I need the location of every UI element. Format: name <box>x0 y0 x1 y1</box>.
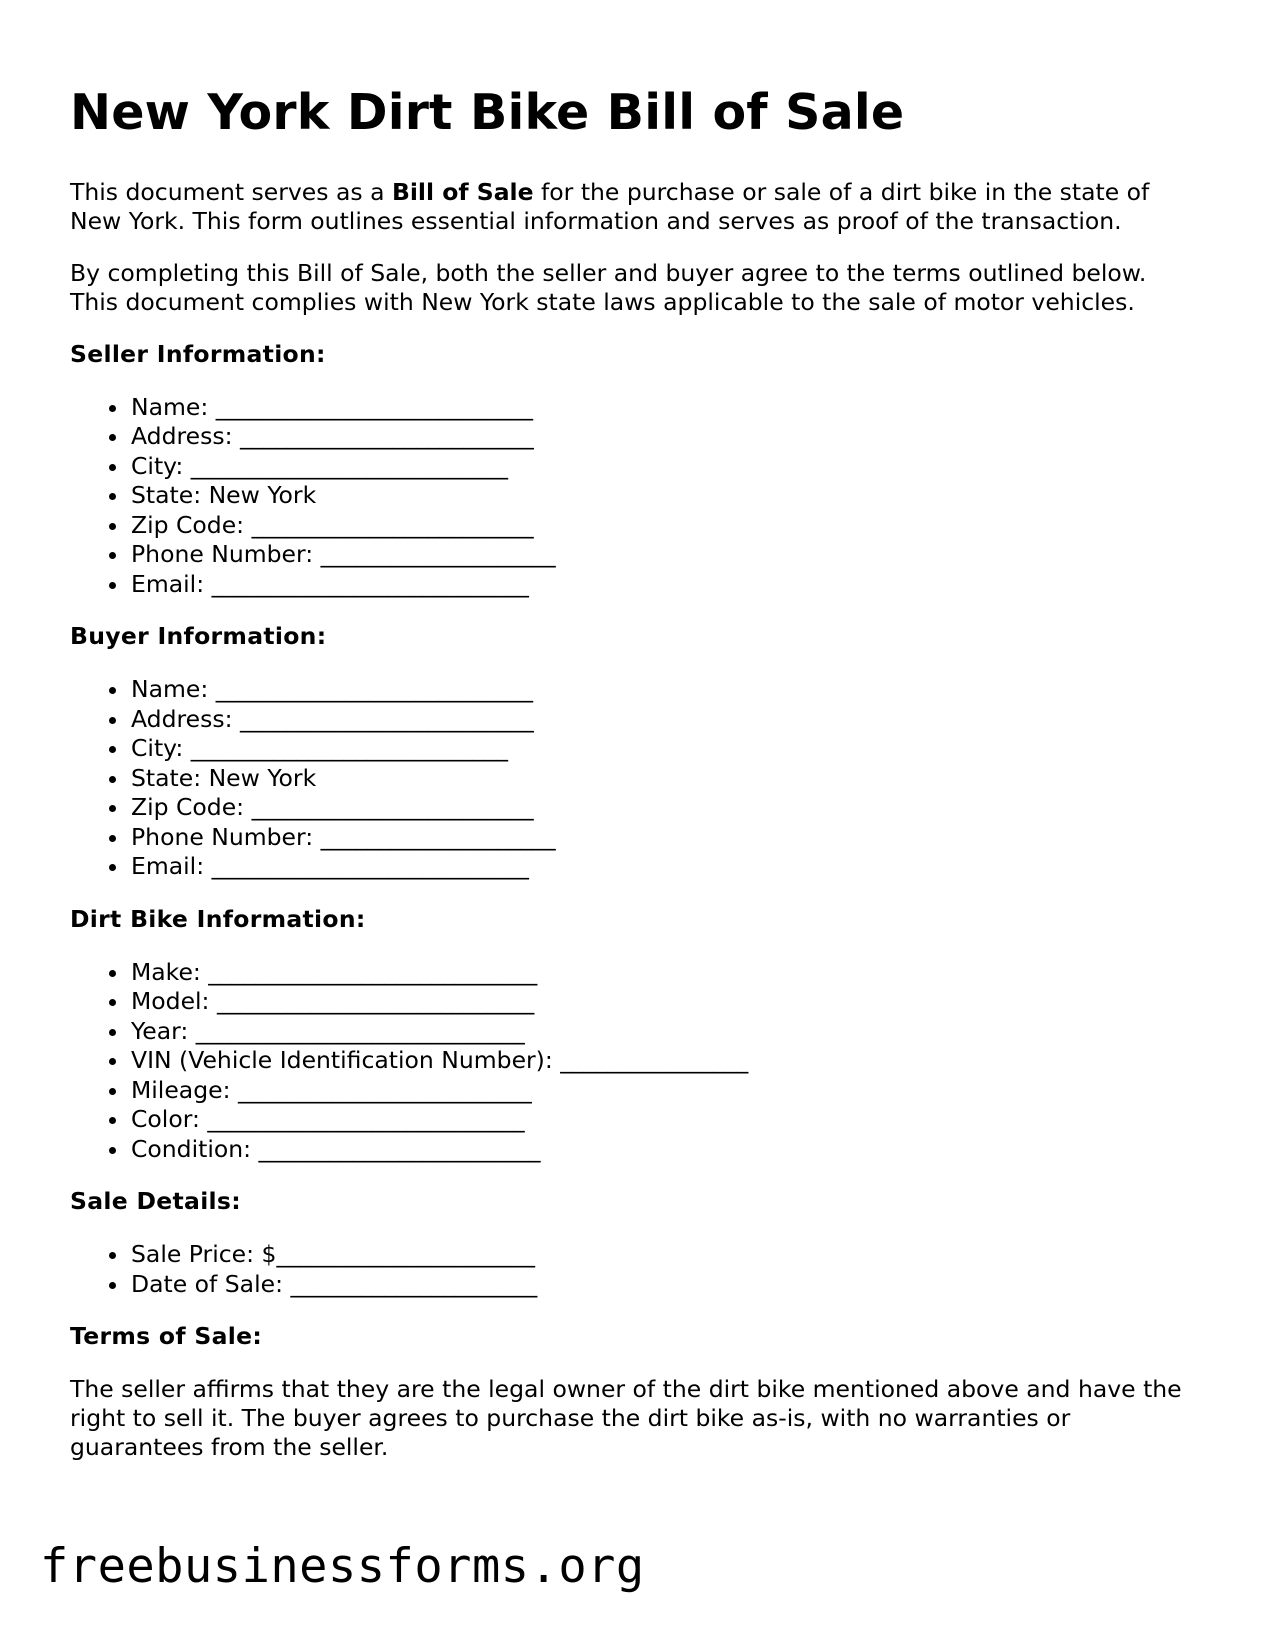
terms-paragraph: The seller affirms that they are the legal owner of the dirt bike mentioned above and have the right to sell it. The buyer agrees to purchase the dirt bike as-is, with no warranties or guarantees from the seller. <box>70 1375 1182 1462</box>
buyer-email-field: Email: ___________________________ <box>131 852 1200 882</box>
document-page <box>70 84 1200 1485</box>
intro-text-before: This document serves as a <box>70 177 392 206</box>
buyer-phone-field: Phone Number: ____________________ <box>131 823 1200 853</box>
seller-address-field: Address: _________________________ <box>131 422 1200 452</box>
buyer-city-field: City: ___________________________ <box>131 734 1200 764</box>
seller-email-field: Email: ___________________________ <box>131 570 1200 600</box>
sale-list <box>70 1240 1200 1299</box>
sale-date-field: Date of Sale: _____________________ <box>131 1270 1200 1300</box>
seller-city-field: City: ___________________________ <box>131 452 1200 482</box>
buyer-name-field: Name: ___________________________ <box>131 675 1200 705</box>
seller-phone-field: Phone Number: ____________________ <box>131 540 1200 570</box>
bike-make-field: Make: ____________________________ <box>131 958 1200 988</box>
bike-model-field: Model: ___________________________ <box>131 987 1200 1017</box>
seller-list <box>70 393 1200 600</box>
buyer-zip-field: Zip Code: ________________________ <box>131 793 1200 823</box>
bike-mileage-field: Mileage: _________________________ <box>131 1076 1200 1106</box>
bike-heading: Dirt Bike Information: <box>70 904 366 933</box>
intro-paragraph <box>70 178 1200 236</box>
bike-color-field: Color: ___________________________ <box>131 1105 1200 1135</box>
agreement-paragraph: By completing this Bill of Sale, both the seller and buyer agree to the terms outlined below. This document complies with New York state laws applicable to the sale of motor vehicles. <box>70 258 1147 316</box>
seller-name-field: Name: ___________________________ <box>131 393 1200 423</box>
seller-heading: Seller Information: <box>70 339 326 368</box>
buyer-address-field: Address: _________________________ <box>131 705 1200 735</box>
seller-state-field: State: New York <box>131 481 1200 511</box>
bike-vin-field: VIN (Vehicle Identification Number): ________________ <box>131 1046 1200 1076</box>
intro-bold-term: Bill of Sale <box>391 177 534 206</box>
watermark-text: freebusinessforms.org <box>40 1539 645 1594</box>
bike-year-field: Year: ____________________________ <box>131 1017 1200 1047</box>
bike-condition-field: Condition: ________________________ <box>131 1135 1200 1165</box>
document-title: New York Dirt Bike Bill of Sale <box>70 84 905 141</box>
sale-heading: Sale Details: <box>70 1187 241 1216</box>
bike-list <box>70 958 1200 1165</box>
buyer-state-field: State: New York <box>131 764 1200 794</box>
buyer-heading: Buyer Information: <box>70 622 327 651</box>
terms-heading: Terms of Sale: <box>70 1322 263 1351</box>
sale-price-field: Sale Price: $______________________ <box>131 1240 1200 1270</box>
intro-text-after: for the purchase or sale of a dirt bike in the state of New York. This form outlines essential information and serves as proof of the transaction. <box>70 177 1150 235</box>
buyer-list <box>70 675 1200 882</box>
seller-zip-field: Zip Code: ________________________ <box>131 511 1200 541</box>
